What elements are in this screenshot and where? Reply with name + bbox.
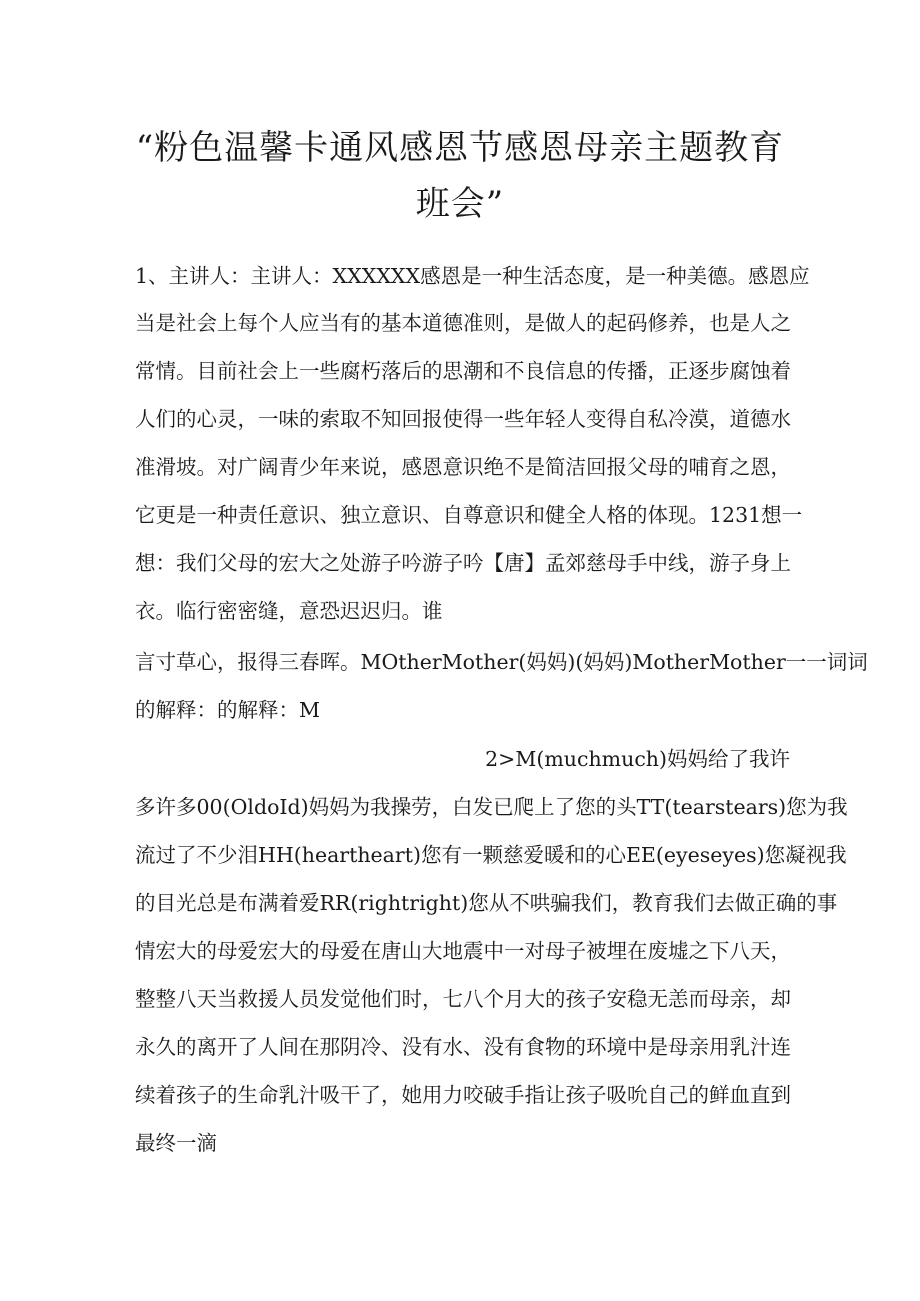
paragraph-line: 衣。临行密密缝，意恐迟迟归。谁: [135, 599, 443, 623]
document-title-line-2: 班会”: [415, 184, 505, 224]
paragraph-line: 续着孩子的生命乳汁吸干了，她用力咬破手指让孩子吸吮自己的鲜血直到: [135, 1083, 791, 1107]
paragraph-line: 准滑坡。对广阔青少年来说，感恩意识绝不是简洁回报父母的哺育之恩，: [135, 455, 791, 479]
paragraph-line: 的目光总是布满着爱RR(rightright)您从不哄骗我们，教育我们去做正确的事: [135, 891, 838, 915]
paragraph-line: 人们的心灵，一味的索取不知回报使得一些年轻人变得自私冷漠，道德水: [135, 407, 791, 431]
paragraph-line: 言寸草心，报得三春晖。MOtherMother(妈妈)(妈妈)MotherMother一一词词: [135, 650, 868, 674]
paragraph-line: 流过了不少泪HH(heartheart)您有一颗慈爱暖和的心EE(eyeseyes)您凝视我: [135, 843, 847, 867]
paragraph-line: 多许多00(OldoId)妈妈为我操劳，白发已爬上了您的头TT(tearstears)您为我: [135, 795, 848, 819]
paragraph-line: 情宏大的母爱宏大的母爱在唐山大地震中一对母子被埋在废墟之下八天，: [135, 939, 791, 963]
paragraph-line: 整整八天当救援人员发觉他们时，七八个月大的孩子安稳无恙而母亲，却: [135, 987, 791, 1011]
paragraph-line: 当是社会上每个人应当有的基本道德准则，是做人的起码修养，也是人之: [135, 311, 791, 335]
paragraph-line: 2>M(muchmuch)妈妈给了我许: [485, 747, 790, 771]
paragraph-line: 它更是一种责任意识、独立意识、自尊意识和健全人格的体现。1231想一: [135, 503, 803, 527]
paragraph-line: 1、主讲人：主讲人：XXXXXX感恩是一种生活态度，是一种美德。感恩应: [135, 264, 810, 288]
paragraph-line: 最终一滴: [135, 1131, 217, 1155]
paragraph-line: 永久的离开了人间在那阴冷、没有水、没有食物的环境中是母亲用乳汁连: [135, 1035, 791, 1059]
paragraph-line: 想：我们父母的宏大之处游子吟游子吟【唐】孟郊慈母手中线，游子身上: [135, 551, 791, 575]
paragraph-line: 常情。目前社会上一些腐朽落后的思潮和不良信息的传播，正逐步腐蚀着: [135, 359, 791, 383]
paragraph-line: 的解释：的解释：M: [135, 698, 320, 722]
document-title-line-1: “粉色温馨卡通风感恩节感恩母亲主题教育: [135, 128, 785, 168]
